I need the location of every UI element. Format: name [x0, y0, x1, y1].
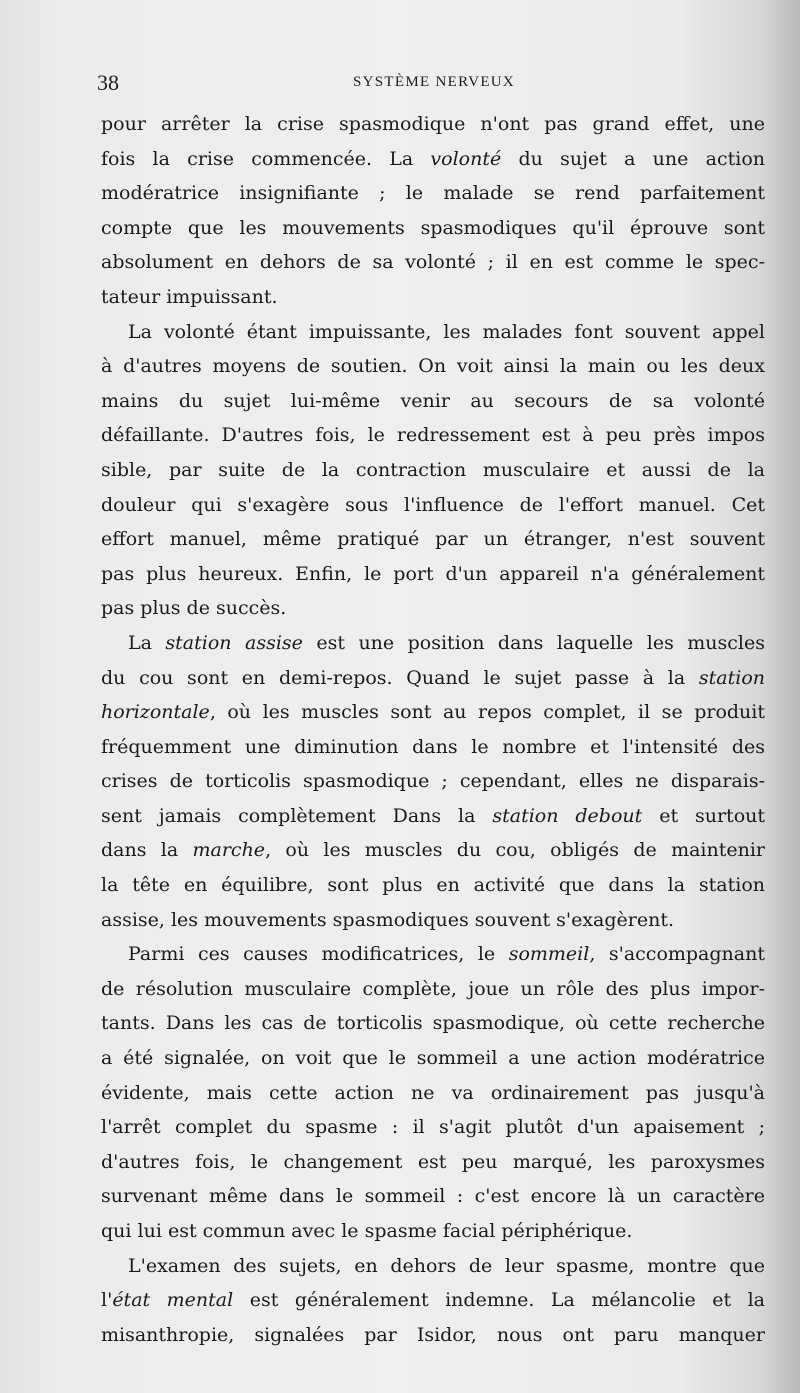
text-line [101, 868, 765, 903]
text-span: est une position dans laquelle les muscles [302, 631, 765, 654]
text-span: , où les muscles du cou, obligés de maintenir [265, 839, 765, 862]
text-line [101, 1041, 765, 1076]
italic-text-span: sommeil [508, 943, 590, 966]
text-line [101, 211, 765, 246]
text-span: et surtout [642, 804, 765, 827]
text-span: l'arrêt complet du spasme : il s'agit plutôt d'un apaisement ; [101, 1116, 765, 1139]
text-span: crises de torticolis spasmodique ; cependant, elles ne disparais- [101, 770, 765, 793]
text-line [101, 418, 765, 453]
text-span: de résolution musculaire complète, joue un rôle des plus impor- [101, 977, 765, 1000]
italic-text-span: état mental [112, 1289, 234, 1312]
text-span: Parmi ces causes modificatrices, le [128, 943, 509, 966]
text-line [101, 142, 765, 177]
page-number: 38 [97, 70, 119, 95]
text-span: sent jamais complètement Dans la [101, 804, 493, 827]
text-span: La volonté étant impuissante, les malades font souvent appel [128, 320, 765, 343]
italic-text-span: horizontale [101, 701, 210, 724]
text-line [101, 349, 765, 384]
text-line [101, 1214, 765, 1249]
text-span: a été signalée, on voit que le sommeil a une action modératrice [101, 1047, 765, 1070]
text-span: pas plus de succès. [101, 597, 287, 620]
text-span: douleur qui s'exagère sous l'influence de l'effort manuel. Cet [101, 493, 765, 516]
text-span: L'examen des sujets, en dehors de leur spasme, montre que [128, 1254, 765, 1277]
text-span: évidente, mais cette action ne va ordinairement pas jusqu'à [101, 1081, 765, 1104]
text-span: mains du sujet lui-même venir au secours de sa volonté [101, 389, 765, 412]
text-span: absolument en dehors de sa volonté ; il en est comme le spec- [101, 251, 765, 274]
text-line [101, 453, 765, 488]
italic-text-span: station debout [492, 804, 643, 827]
text-span: pour arrêter la crise spasmodique n'ont pas grand effet, une [101, 113, 765, 135]
text-line [101, 972, 765, 1007]
text-span: , où les muscles sont au repos complet, il se produit [209, 701, 765, 724]
text-line [101, 1249, 765, 1284]
text-span: effort manuel, même pratiqué par un étranger, n'est souvent [101, 528, 765, 551]
running-head: SYSTÈME NERVEUX [353, 74, 516, 90]
italic-text-span: station [698, 666, 765, 689]
text-line [101, 626, 765, 661]
text-span: du cou sont en demi-repos. Quand le sujet passe à la [101, 666, 699, 689]
text-span: dans la [101, 839, 193, 862]
text-line [101, 1110, 765, 1145]
text-line [101, 730, 765, 765]
italic-text-span: marche [192, 839, 266, 862]
text-span: La [128, 631, 166, 654]
text-line [101, 176, 765, 211]
text-span: pas plus heureux. Enfin, le port d'un appareil n'a généralement [101, 562, 765, 585]
text-span: d'autres fois, le changement est peu marqué, les paroxysmes [101, 1150, 765, 1173]
text-line [101, 522, 765, 557]
text-line [101, 799, 765, 834]
text-line [101, 280, 765, 315]
text-span: du sujet a une action [501, 147, 765, 170]
text-line [101, 591, 765, 626]
text-line [101, 661, 765, 696]
text-line [101, 764, 765, 799]
text-line [101, 107, 765, 142]
text-line [101, 1283, 765, 1318]
text-line [101, 1076, 765, 1111]
text-span: tateur impuissant. [101, 285, 278, 308]
text-line [101, 1318, 765, 1353]
text-line [101, 384, 765, 419]
text-span: assise, les mouvements spasmodiques souvent s'exagèrent. [101, 908, 675, 931]
text-span: est généralement indemne. La mélancolie et la [233, 1289, 765, 1312]
text-line [101, 833, 765, 868]
text-span: survenant même dans le sommeil : c'est encore là un caractère [101, 1185, 765, 1208]
text-line [101, 903, 765, 938]
text-line [101, 245, 765, 280]
text-span: modératrice insignifiante ; le malade se rend parfaitement [101, 182, 765, 205]
text-line [101, 557, 765, 592]
text-span: compte que les mouvements spasmodiques qu'il éprouve sont [101, 216, 765, 239]
text-span: à d'autres moyens de soutien. On voit ainsi la main ou les deux [101, 355, 765, 378]
text-line [101, 937, 765, 972]
text-span: fois la crise commencée. La [101, 147, 431, 170]
text-span: sible, par suite de la contraction musculaire et aussi de la [101, 458, 765, 481]
text-line [101, 315, 765, 350]
italic-text-span: station assise [165, 631, 303, 654]
text-line [101, 488, 765, 523]
text-span: misanthropie, signalées par Isidor, nous ont paru manquer [101, 1323, 765, 1346]
text-span: la tête en équilibre, sont plus en activité que dans la station [101, 874, 765, 897]
text-span: l' [101, 1289, 113, 1312]
text-span: fréquemment une diminution dans le nombre et l'intensité des [101, 735, 765, 758]
text-span: qui lui est commun avec le spasme facial périphérique. [101, 1220, 633, 1242]
body-text [101, 107, 765, 1352]
text-line [101, 1006, 765, 1041]
text-span: défaillante. D'autres fois, le redressement est à peu près impos [101, 424, 765, 447]
text-span: , s'accompagnant [589, 943, 765, 966]
text-line [101, 695, 765, 730]
text-span: tants. Dans les cas de torticolis spasmodique, où cette recherche [101, 1012, 765, 1035]
text-line [101, 1179, 765, 1214]
text-line [101, 1145, 765, 1180]
italic-text-span: volonté [430, 147, 502, 170]
